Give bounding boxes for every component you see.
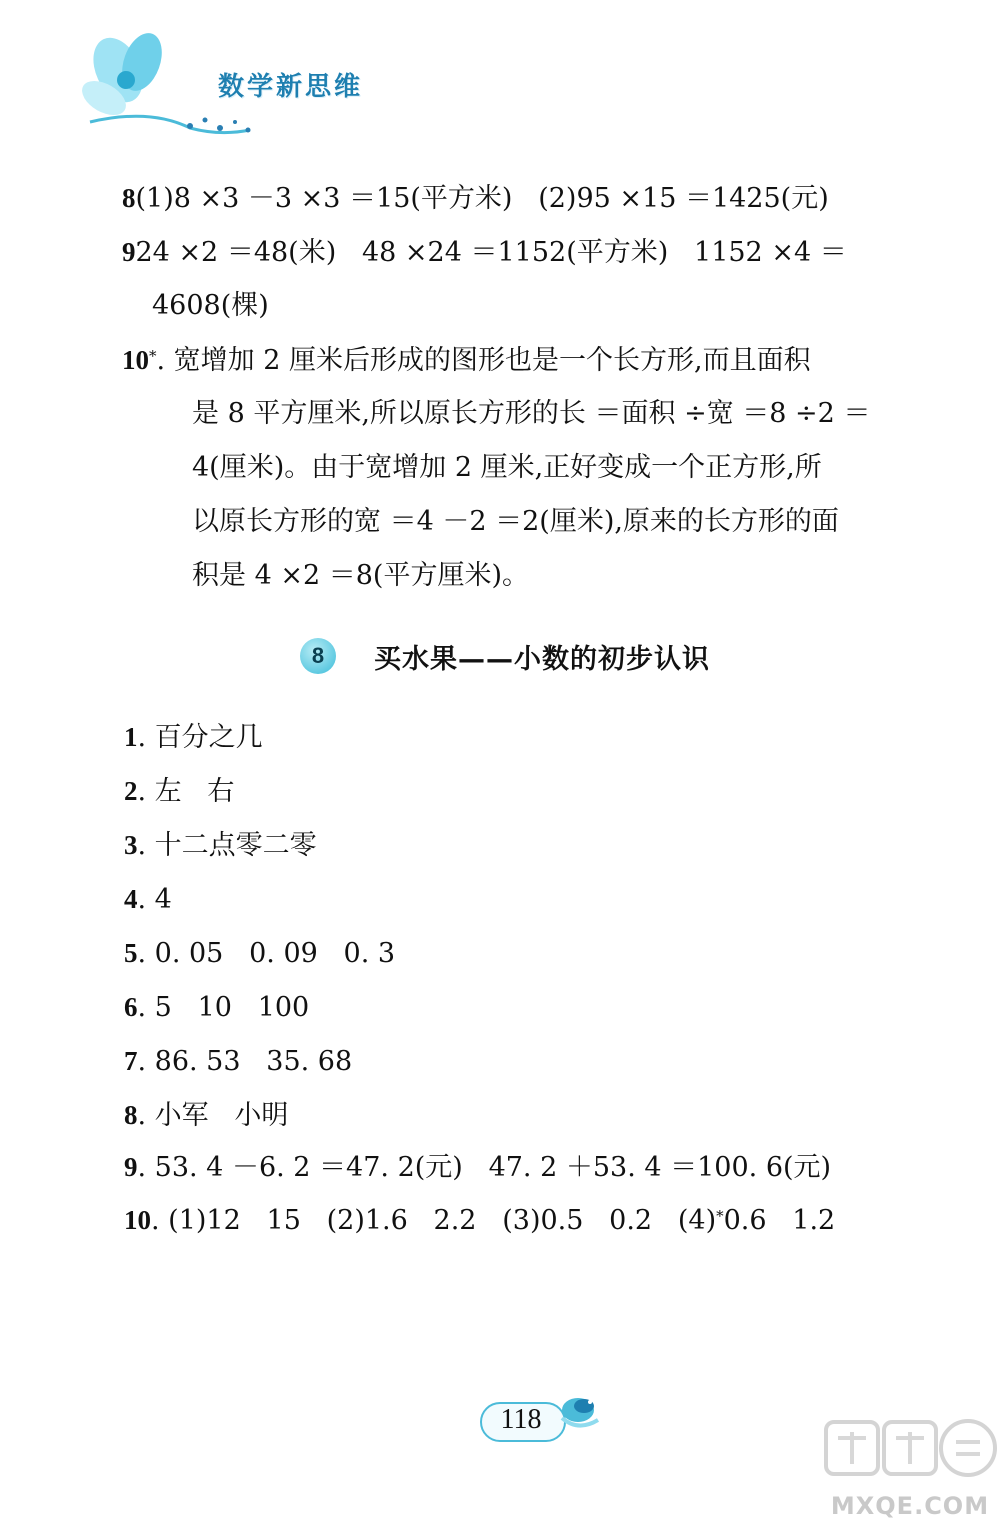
answer-line (124, 720, 263, 755)
watermark-url: MXQE.COM (830, 1492, 990, 1520)
answer-line (122, 235, 847, 270)
answer-text: . 宽增加 2 厘米后形成的图形也是一个长方形,而且面积 (156, 345, 811, 376)
answer-line-continued: 是 8 平方厘米,所以原长方形的长 ＝面积 ÷宽 ＝8 ÷2 ＝ (192, 398, 871, 429)
answer-line-continued: 以原长方形的宽 ＝4 －2 ＝2(厘米),原来的长方形的面 (192, 506, 839, 537)
book-title: 数学新思维 (218, 72, 364, 102)
question-number: 9 (124, 1152, 138, 1182)
question-number: 10 (122, 345, 149, 375)
answer-text: 0.6 1.2 (723, 1205, 836, 1236)
answer-text: (1)8 ×3 －3 ×3 ＝15(平方米) (2)95 ×15 ＝1425(元) (135, 183, 829, 214)
answer-text: . 86. 53 35. 68 (137, 1046, 353, 1077)
page-footer (476, 1394, 616, 1450)
answer-text: . 百分之几 (137, 722, 263, 753)
answer-text: . 53. 4 －6. 2 ＝47. 2(元) 47. 2 ＋53. 4 ＝100. 6(元) (137, 1152, 832, 1183)
answer-line (122, 343, 811, 378)
answer-line (124, 882, 172, 917)
bird-decoration-icon (554, 1388, 610, 1440)
answer-line (124, 1044, 352, 1079)
question-number: 7 (124, 1046, 138, 1076)
answer-line (122, 181, 829, 216)
question-number: 6 (124, 992, 138, 1022)
section-heading (300, 636, 710, 676)
watermark-logo (820, 1412, 1000, 1492)
question-number: 10 (124, 1205, 151, 1235)
answer-text: . 4 (137, 884, 172, 915)
question-number: 8 (124, 1100, 138, 1130)
section-title: 买水果——小数的初步认识 (374, 643, 710, 675)
answer-line-continued: 积是 4 ×2 ＝8(平方厘米)。 (192, 560, 529, 591)
answer-line (124, 1150, 831, 1185)
answer-line (124, 828, 317, 863)
question-number: 2 (124, 776, 138, 806)
question-number: 9 (122, 237, 136, 267)
question-number: 1 (124, 722, 138, 752)
challenge-mark: * (149, 347, 157, 365)
answer-text: . 小军 小明 (137, 1100, 289, 1131)
watermark (820, 1412, 1000, 1524)
question-number: 3 (124, 830, 138, 860)
section-number-badge: 8 (300, 638, 336, 674)
answer-text: . 0. 05 0. 09 0. 3 (137, 938, 396, 969)
answer-line-continued: 4608(棵) (152, 290, 269, 321)
answer-line (124, 990, 309, 1025)
answer-text: 24 ×2 ＝48(米) 48 ×24 ＝1152(平方米) 1152 ×4 ＝ (135, 237, 847, 268)
answer-text: . 左 右 (137, 776, 235, 807)
question-number: 5 (124, 938, 138, 968)
answer-line (124, 936, 395, 971)
question-number: 4 (124, 884, 138, 914)
challenge-mark: * (716, 1207, 724, 1225)
answer-text: . 十二点零二零 (137, 830, 317, 861)
answer-line-continued: 4(厘米)。由于宽增加 2 厘米,正好变成一个正方形,所 (192, 452, 822, 483)
answer-line (124, 1098, 288, 1133)
answer-line (124, 1203, 835, 1238)
answer-text: . 5 10 100 (137, 992, 310, 1023)
answer-text: . (1)12 15 (2)1.6 2.2 (3)0.5 0.2 (4) (151, 1205, 717, 1236)
question-number: 8 (122, 183, 136, 213)
page-number: 118 (500, 1404, 542, 1435)
answer-line (124, 774, 234, 809)
